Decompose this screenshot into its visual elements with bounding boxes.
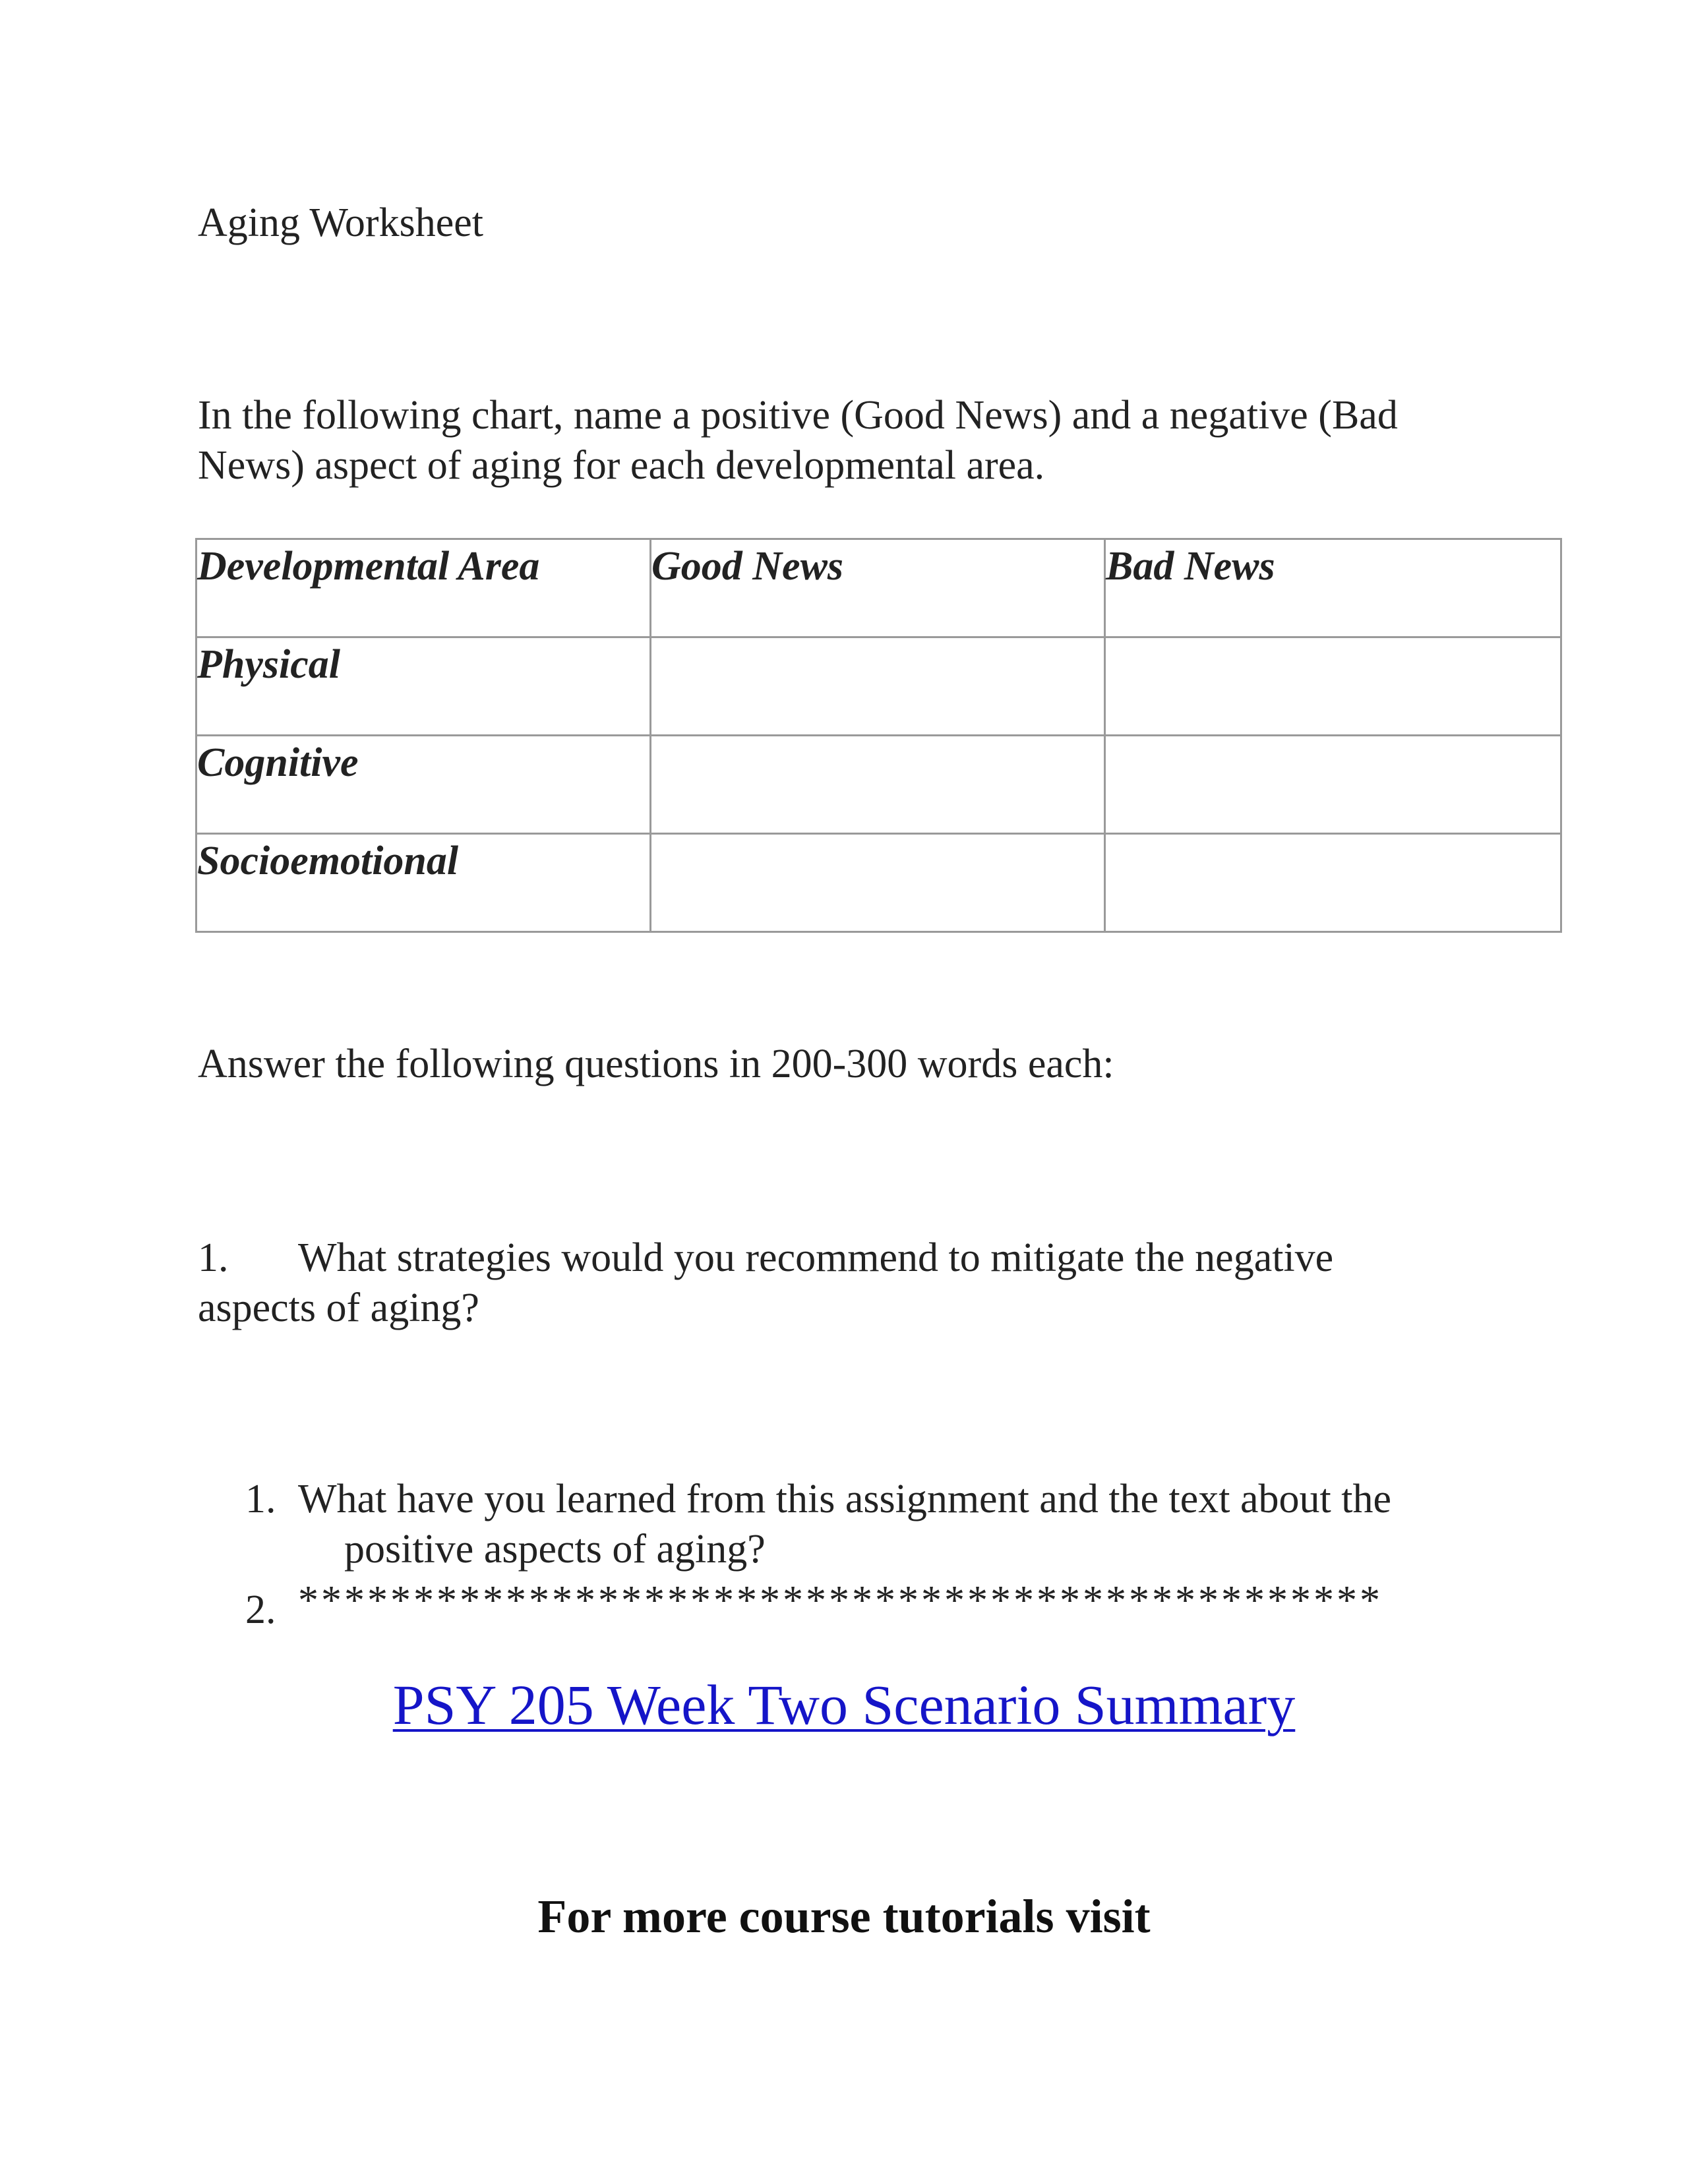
list-item-text: What have you learned from this assignment and the text about the: [298, 1477, 1392, 1521]
table-cell[interactable]: [651, 834, 1105, 932]
answer-instructions: Answer the following questions in 200-300 words each:: [198, 1042, 1114, 1086]
question-text: What strategies would you recommend to mitigate the negative: [298, 1235, 1334, 1280]
list-item-number: 2.: [245, 1587, 276, 1632]
list-item-text: ***********************************************: [298, 1578, 1383, 1623]
table-row-label: Socioemotional: [196, 834, 651, 932]
list-item-text-continued: positive aspects of aging?: [344, 1527, 766, 1572]
chart-instructions: In the following chart, name a positive (Good News) and a negative (Bad News) aspect of aging for each developmental area.: [198, 393, 1408, 488]
question-number: 1.: [198, 1235, 229, 1280]
course-link-container: [0, 1672, 1688, 1738]
table-header-row: [196, 539, 1561, 637]
course-link[interactable]: PSY 205 Week Two Scenario Summary: [392, 1673, 1296, 1736]
table-row: [196, 736, 1561, 834]
list-item-number: 1.: [245, 1477, 276, 1521]
table-row: [196, 834, 1561, 932]
table-cell[interactable]: [651, 637, 1105, 736]
question-text-continued: aspects of aging?: [198, 1285, 479, 1330]
table-cell[interactable]: [1105, 834, 1561, 932]
table-row-label: Cognitive: [196, 736, 651, 834]
question-paragraph: [198, 1233, 1517, 1333]
table-row-label: Physical: [196, 637, 651, 736]
table-row: [196, 637, 1561, 736]
document-title: Aging Worksheet: [198, 200, 483, 245]
table-cell[interactable]: [1105, 736, 1561, 834]
table-header-cell: Bad News: [1105, 539, 1561, 637]
table-header-cell: Good News: [651, 539, 1105, 637]
table-header-cell: Developmental Area: [196, 539, 651, 637]
table-cell[interactable]: [1105, 637, 1561, 736]
table-cell[interactable]: [651, 736, 1105, 834]
tutorials-note: For more course tutorials visit: [537, 1890, 1151, 1943]
aging-chart-table: [195, 538, 1562, 933]
